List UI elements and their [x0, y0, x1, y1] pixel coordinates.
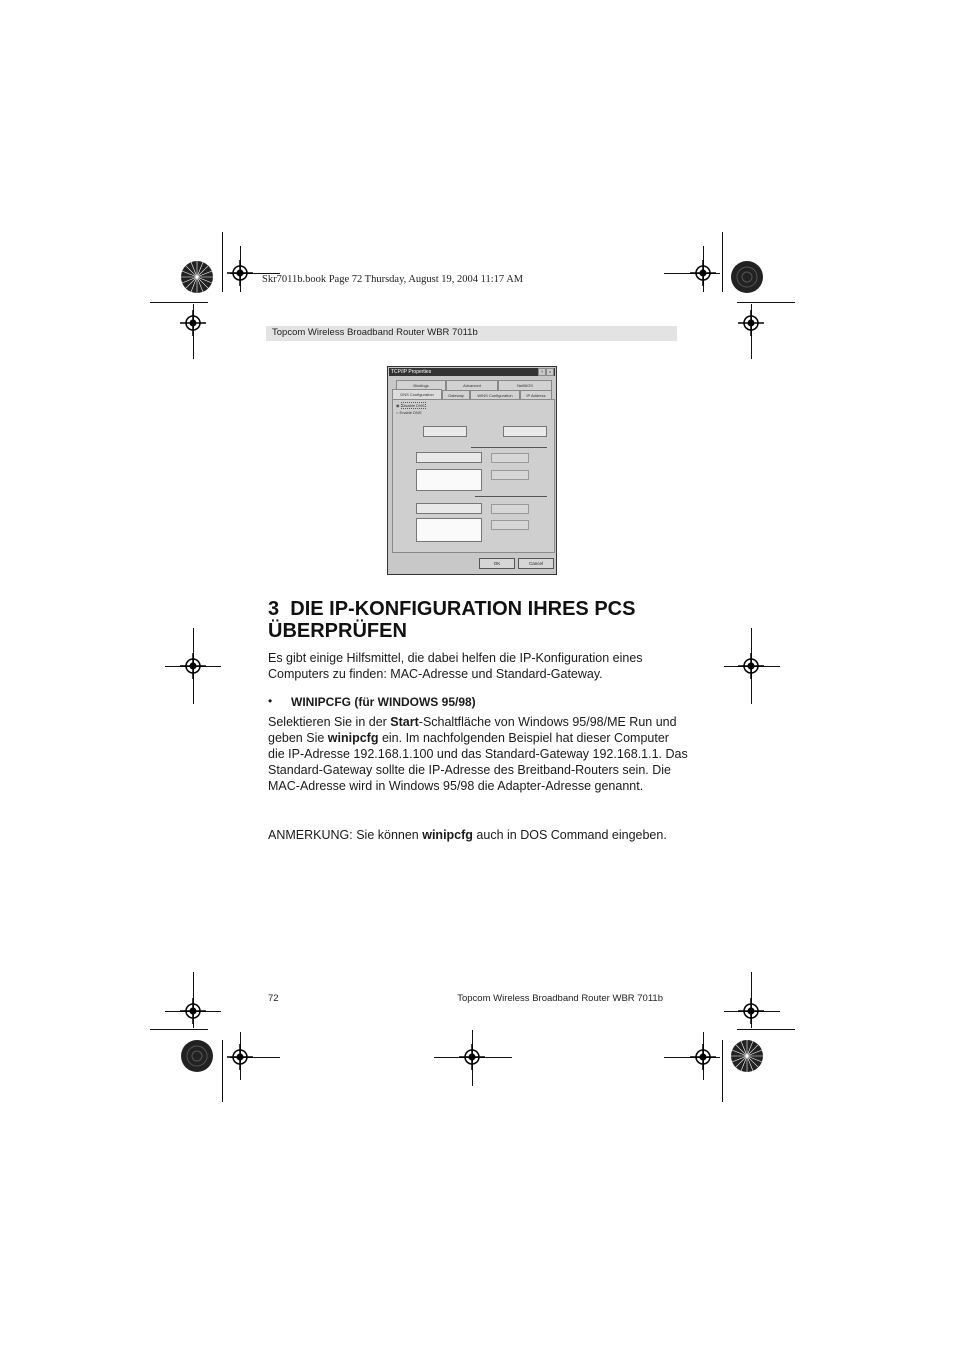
cancel-button: Cancel [518, 558, 554, 569]
tab-advanced: Advanced [446, 380, 498, 390]
star-target-icon [180, 1039, 214, 1073]
remove-suffix-button [491, 520, 529, 530]
file-stamp: Skr7011b.book Page 72 Thursday, August 19, 2004 11:17 AM [262, 274, 524, 285]
section-title-line2: ÜBERPRÜFEN [268, 620, 407, 642]
help-icon: ? [538, 368, 546, 376]
registration-mark-icon [178, 996, 208, 1026]
domain-suffix-list [416, 518, 482, 542]
running-header [266, 326, 677, 341]
bullet-icon: • [268, 694, 273, 708]
tcpip-properties-screenshot [387, 366, 557, 575]
registration-mark-icon [688, 1042, 718, 1072]
tab-bindings: Bindings [396, 380, 446, 390]
dialog-title: TCP/IP Properties [389, 368, 555, 376]
tab-gateway: Gateway [442, 390, 470, 400]
option-enable-dns: ○ Enable DNS [396, 410, 422, 415]
add-suffix-button [491, 504, 529, 514]
registration-mark-icon [178, 308, 208, 338]
note-paragraph: ANMERKUNG: Sie können winipcfg auch in DOS Command eingeben. [268, 828, 667, 842]
star-target-icon [730, 260, 764, 294]
host-field [423, 426, 467, 437]
registration-mark-icon [688, 258, 718, 288]
section-number: 3 [268, 598, 280, 620]
bullet-label: WINIPCFG (für WINDOWS 95/98) [291, 695, 476, 709]
remove-button [491, 470, 529, 480]
star-target-icon [730, 1039, 764, 1073]
registration-mark-icon [736, 996, 766, 1026]
option-disable-dns: ◉ Disable DNS [396, 403, 425, 408]
ok-button: OK [479, 558, 515, 569]
close-icon: × [546, 368, 554, 376]
section-heading [268, 598, 688, 642]
dialog-panel [392, 399, 555, 553]
add-button [491, 453, 529, 463]
section-title-line1: DIE IP-KONFIGURATION IHRES PCS [290, 598, 636, 620]
registration-mark-icon [225, 258, 255, 288]
tab-ip-address: IP Address [520, 390, 552, 400]
domain-suffix-field [416, 503, 482, 514]
dns-server-list [416, 469, 482, 491]
domain-field [503, 426, 547, 437]
tab-netbios: NetBIOS [498, 380, 552, 390]
tab-wins-configuration: WINS Configuration [470, 390, 520, 400]
star-target-icon [180, 260, 214, 294]
registration-mark-icon [178, 651, 208, 681]
running-header-text: Topcom Wireless Broadband Router WBR 7011b [272, 327, 478, 338]
registration-mark-icon [736, 651, 766, 681]
intro-paragraph: Es gibt einige Hilfsmittel, die dabei helfen die IP-Konfiguration eines Computers zu finden: MAC-Adresse und Standard-Gateway. [268, 651, 643, 681]
page-number: 72 [268, 993, 279, 1004]
body-paragraph: Selektieren Sie in der Start-Schaltfläche von Windows 95/98/ME Run und geben Sie winipcfg ein. Im nachfolgenden Beispiel hat dieser Computer die IP-Adresse 192.168.1.100 und das Standard-Gateway 192.168.1.1. Das Standard-Gateway sollte die IP-Adresse des Breitband-Routers sein. Die MAC-Adresse wird in Windows 95/98 die Adapter-Adresse genannt. [268, 715, 688, 793]
registration-mark-icon [457, 1042, 487, 1072]
footer-title: Topcom Wireless Broadband Router WBR 7011b [457, 993, 663, 1004]
tab-dns-configuration: DNS Configuration [392, 389, 442, 399]
registration-mark-icon [225, 1042, 255, 1072]
dns-server-field [416, 452, 482, 463]
registration-mark-icon [736, 308, 766, 338]
